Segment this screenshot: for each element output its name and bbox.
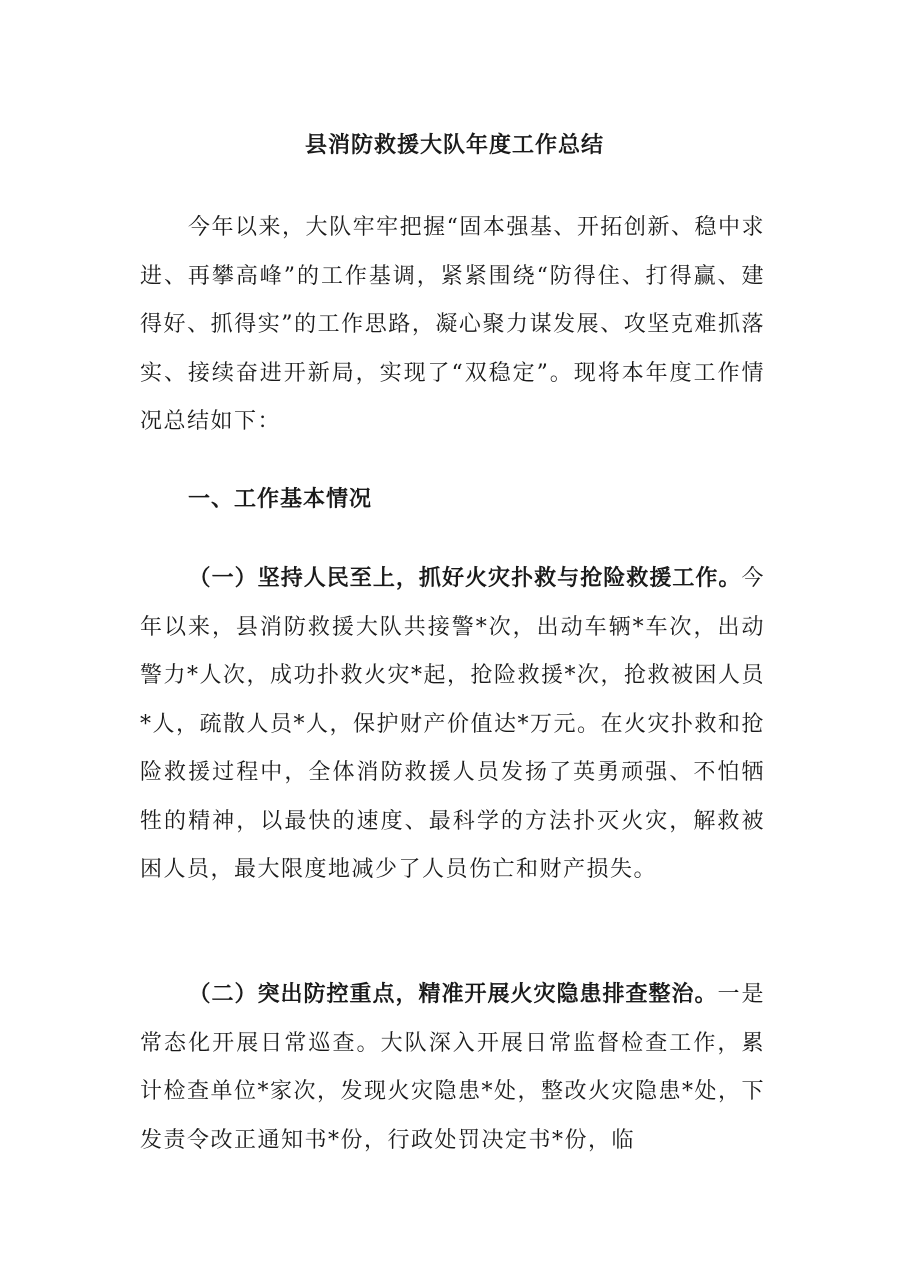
subsection-heading: （一）坚持人民至上，抓好火灾扑救与抢险救援工作。 bbox=[188, 566, 742, 591]
intro-paragraph: 今年以来，大队牢牢把握“固本强基、开拓创新、稳中求进、再攀高峰”的工作基调，紧紧围绕“防得住、打得赢、建得好、抓得实”的工作思路，凝心聚力谋发展、攻坚克难抓落实、接续奋进开新局，实现了“双稳定”。现将本年度工作情况总结如下： bbox=[140, 215, 765, 434]
subsection-heading: （二）突出防控重点，精准开展火灾隐患排查整治。 bbox=[188, 982, 718, 1007]
subsection-paragraph bbox=[140, 555, 765, 895]
document-title: 县消防救援大队年度工作总结 bbox=[304, 133, 604, 158]
subsection-text: 今年以来，县消防救援大队共接警*次，出动车辆*车次，出动警力*人次，成功扑救火灾*起，抢险救援*次，抢救被困人员*人，疏散人员*人，保护财产价值达*万元。在火灾扑救和抢险救援过程中，全体消防救援人员发扬了英勇顽强、不怕牺牲的精神，以最快的速度、最科学的方法扑灭火灾，解救被困人员，最大限度地减少了人员伤亡和财产损失。 bbox=[140, 566, 766, 882]
section-heading: 一、工作基本情况 bbox=[188, 487, 373, 512]
subsection-text: 一是常态化开展日常巡查。大队深入开展日常监督检查工作，累计检查单位*家次，发现火灾隐患*处，整改火灾隐患*处，下发责令改正通知书*份，行政处罚决定书*份，临 bbox=[140, 982, 766, 1153]
subsection-paragraph bbox=[140, 971, 765, 1165]
